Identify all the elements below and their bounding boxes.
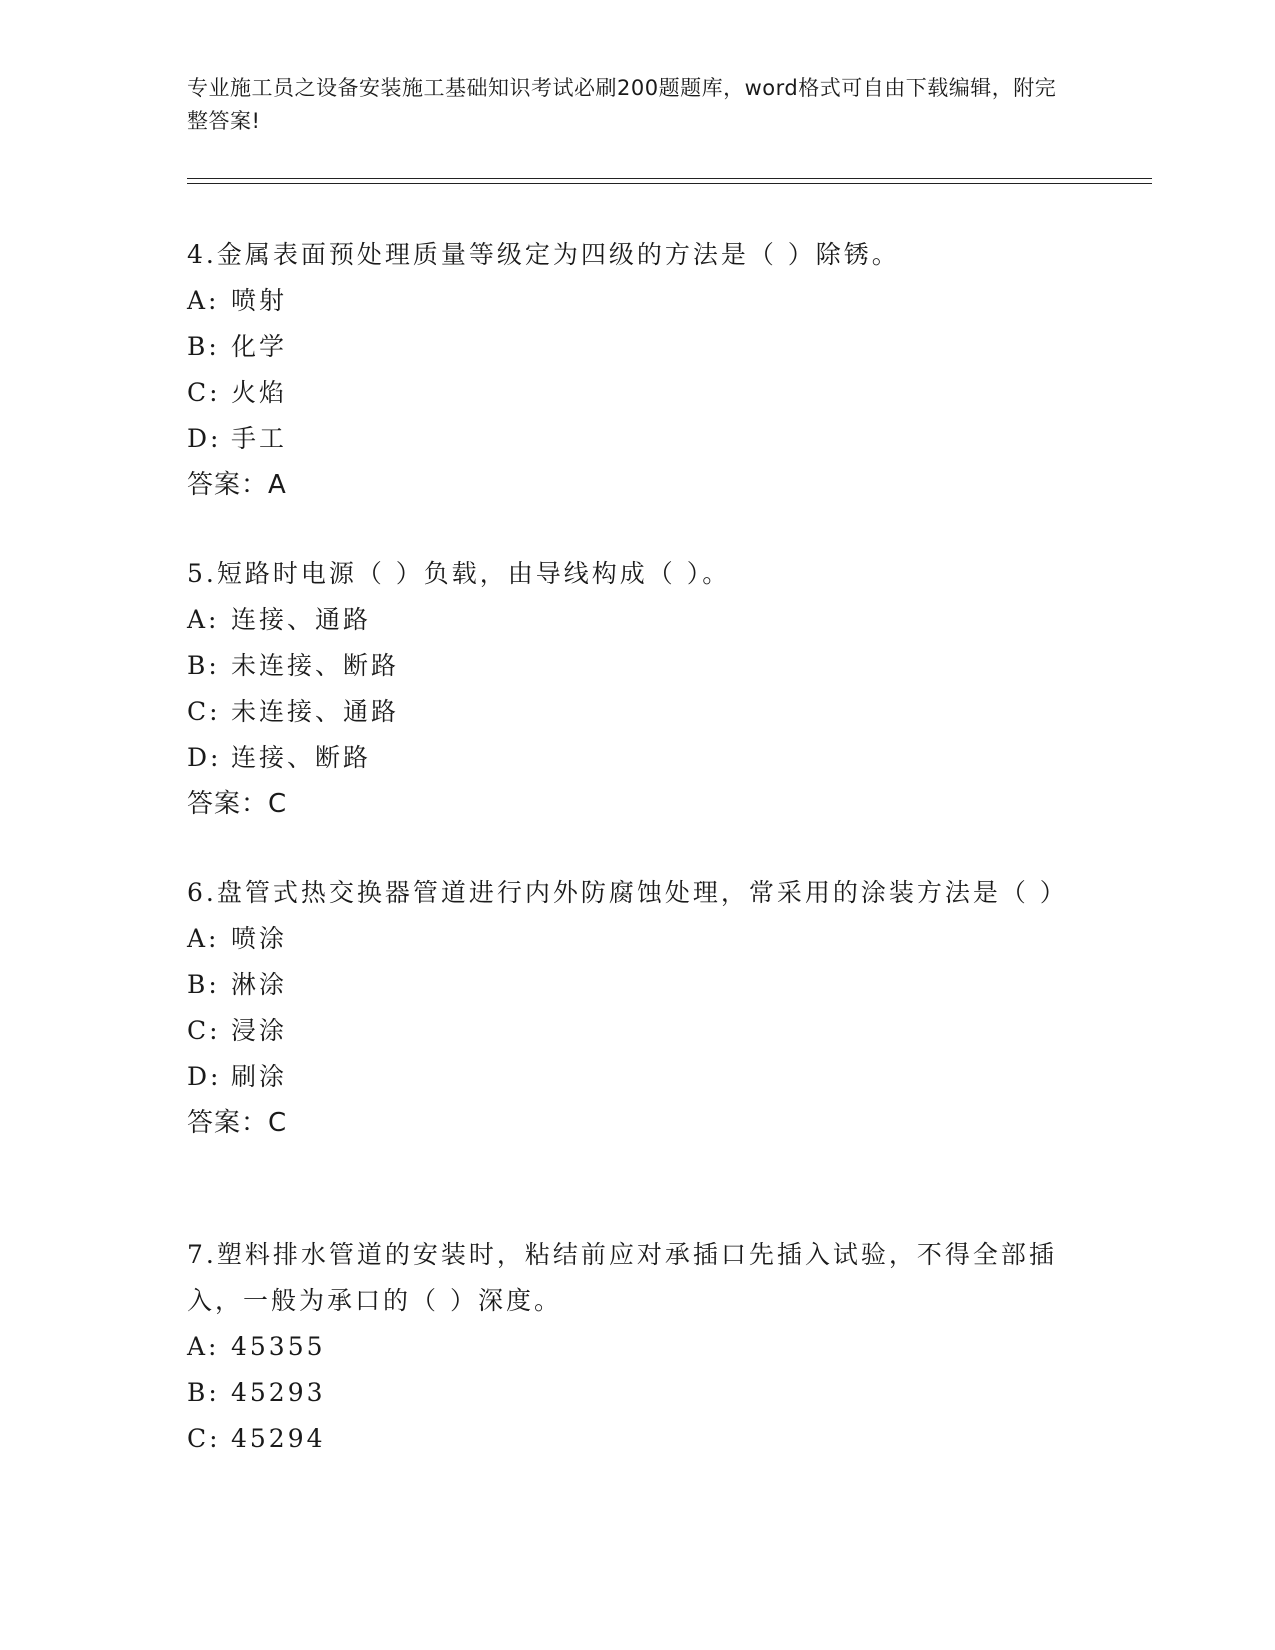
option-text: 手工 bbox=[231, 424, 288, 453]
option-d bbox=[187, 1054, 1067, 1100]
option-b bbox=[187, 1370, 1067, 1416]
option-c bbox=[187, 1416, 1067, 1462]
option-c bbox=[187, 689, 1067, 735]
option-c bbox=[187, 1008, 1067, 1054]
option-text: 连接、通路 bbox=[231, 605, 372, 634]
question-5 bbox=[187, 551, 1067, 827]
option-letter: C: bbox=[187, 697, 221, 726]
question-stem: 7.塑料排水管道的安装时，粘结前应对承插口先插入试验，不得全部插入，一般为承口的（ ）深度。 bbox=[187, 1240, 1057, 1315]
question-stem: 5.短路时电源（ ）负载，由导线构成（ ）。 bbox=[187, 559, 731, 588]
option-text: 45355 bbox=[231, 1332, 326, 1361]
option-letter: A: bbox=[187, 605, 220, 634]
option-d bbox=[187, 416, 1067, 462]
option-text: 喷射 bbox=[231, 286, 288, 315]
option-a bbox=[187, 597, 1067, 643]
option-text: 未连接、通路 bbox=[231, 697, 400, 726]
option-b bbox=[187, 962, 1067, 1008]
option-letter: B: bbox=[187, 332, 220, 361]
question-4 bbox=[187, 232, 1067, 508]
option-letter: B: bbox=[187, 1378, 220, 1407]
option-b bbox=[187, 643, 1067, 689]
option-text: 刷涂 bbox=[231, 1062, 288, 1091]
option-letter: A: bbox=[187, 924, 220, 953]
option-letter: C: bbox=[187, 1424, 221, 1453]
option-letter: D: bbox=[187, 1062, 222, 1091]
document-header bbox=[187, 72, 1067, 138]
option-d bbox=[187, 735, 1067, 781]
option-letter: B: bbox=[187, 651, 220, 680]
option-a bbox=[187, 1324, 1067, 1370]
header-divider-top bbox=[187, 178, 1152, 179]
answer-line: 答案：C bbox=[187, 789, 288, 819]
header-divider-bottom bbox=[187, 183, 1152, 184]
option-a bbox=[187, 916, 1067, 962]
option-letter: A: bbox=[187, 286, 220, 315]
option-letter: C: bbox=[187, 378, 221, 407]
option-text: 45294 bbox=[231, 1424, 326, 1453]
option-text: 连接、断路 bbox=[231, 743, 372, 772]
option-a bbox=[187, 278, 1067, 324]
question-6 bbox=[187, 870, 1067, 1146]
option-text: 浸涂 bbox=[231, 1016, 288, 1045]
option-letter: B: bbox=[187, 970, 220, 999]
option-text: 火焰 bbox=[231, 378, 288, 407]
question-stem: 4.金属表面预处理质量等级定为四级的方法是（ ）除锈。 bbox=[187, 240, 900, 269]
option-letter: D: bbox=[187, 743, 222, 772]
option-text: 化学 bbox=[231, 332, 288, 361]
option-text: 喷涂 bbox=[231, 924, 288, 953]
question-7 bbox=[187, 1232, 1067, 1462]
option-c bbox=[187, 370, 1067, 416]
option-letter: C: bbox=[187, 1016, 221, 1045]
answer-line: 答案：C bbox=[187, 1108, 288, 1138]
option-letter: A: bbox=[187, 1332, 220, 1361]
option-text: 淋涂 bbox=[231, 970, 288, 999]
option-text: 45293 bbox=[231, 1378, 326, 1407]
question-stem: 6.盘管式热交换器管道进行内外防腐蚀处理，常采用的涂装方法是（ ） bbox=[187, 878, 1068, 907]
option-letter: D: bbox=[187, 424, 222, 453]
document-title: 专业施工员之设备安装施工基础知识考试必刷200题题库，word格式可自由下载编辑，附完整答案! bbox=[187, 76, 1057, 133]
option-text: 未连接、断路 bbox=[231, 651, 400, 680]
option-b bbox=[187, 324, 1067, 370]
answer-line: 答案：A bbox=[187, 470, 287, 500]
